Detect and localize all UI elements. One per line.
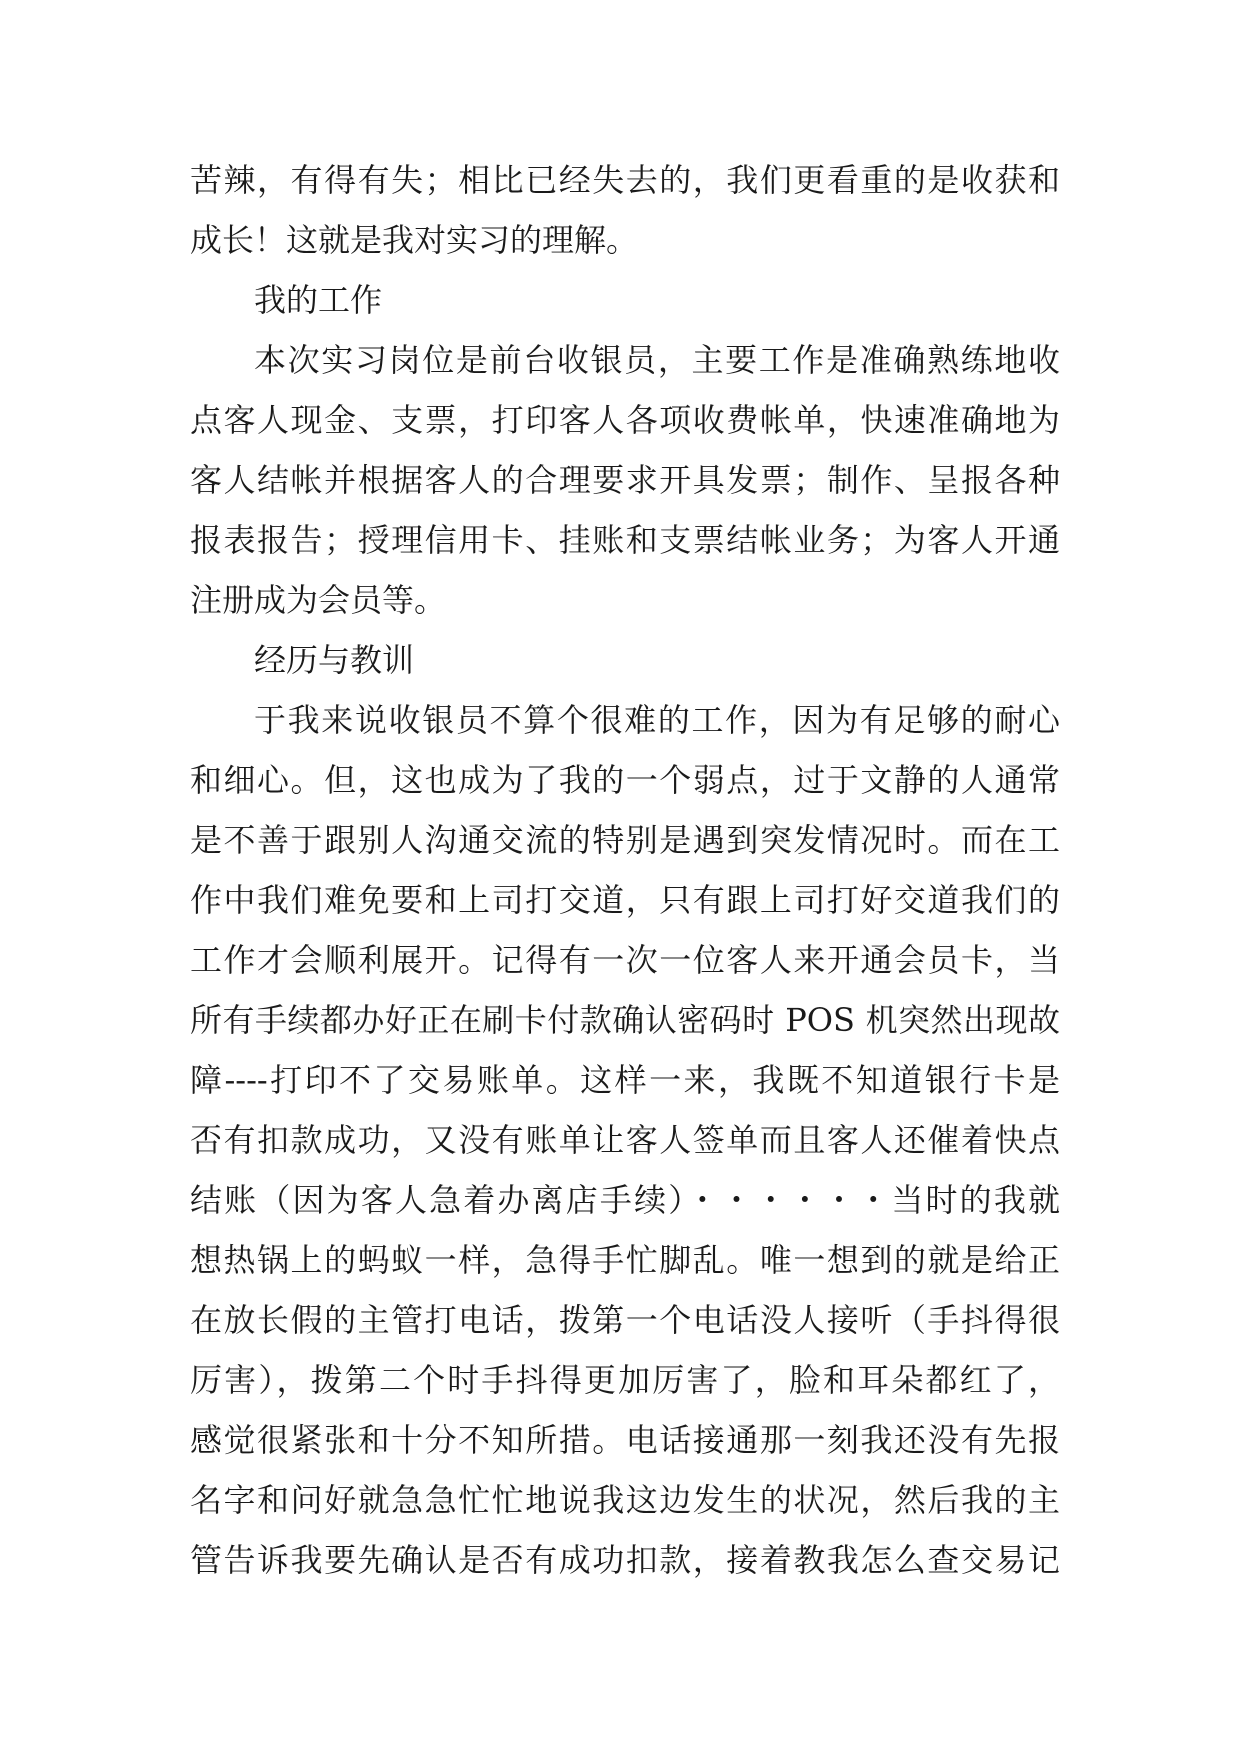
text-line: 在放长假的主管打电话，拨第一个电话没人接听（手抖得很 [190, 1301, 1060, 1339]
text-line: 否有扣款成功，又没有账单让客人签单而且客人还催着快点 [190, 1121, 1060, 1159]
text-line: 名字和问好就急急忙忙地说我这边发生的状况，然后我的主 [190, 1481, 1060, 1519]
paragraph-first-line: 于我来说收银员不算个很难的工作，因为有足够的耐心 [254, 701, 1060, 739]
section-heading: 我的工作 [254, 281, 383, 319]
text-line: 注册成为会员等。 [190, 581, 447, 619]
text-line: 客人结帐并根据客人的合理要求开具发票；制作、呈报各种 [190, 461, 1060, 499]
text-line: 结账（因为客人急着办离店手续）・・・・・・当时的我就 [190, 1181, 1060, 1219]
text-line: 成长！这就是我对实习的理解。 [190, 221, 639, 259]
document-body [190, 150, 1060, 1590]
text-line: 工作才会顺利展开。记得有一次一位客人来开通会员卡，当 [190, 941, 1060, 979]
text-line: 报表报告；授理信用卡、挂账和支票结帐业务；为客人开通 [190, 521, 1060, 559]
text-line: 厉害），拨第二个时手抖得更加厉害了，脸和耳朵都红了， [190, 1361, 1060, 1399]
paragraph-first-line: 本次实习岗位是前台收银员，主要工作是准确熟练地收 [254, 341, 1060, 379]
text-line: 点客人现金、支票，打印客人各项收费帐单，快速准确地为 [190, 401, 1060, 439]
text-line: 管告诉我要先确认是否有成功扣款，接着教我怎么查交易记 [190, 1541, 1060, 1579]
text-line: 感觉很紧张和十分不知所措。电话接通那一刻我还没有先报 [190, 1421, 1060, 1459]
text-line: 和细心。但，这也成为了我的一个弱点，过于文静的人通常 [190, 761, 1060, 799]
text-line: 作中我们难免要和上司打交道，只有跟上司打好交道我们的 [190, 881, 1060, 919]
text-line: 苦辣，有得有失；相比已经失去的，我们更看重的是收获和 [190, 161, 1060, 199]
text-line: 想热锅上的蚂蚁一样，急得手忙脚乱。唯一想到的就是给正 [190, 1241, 1060, 1279]
text-line: 是不善于跟别人沟通交流的特别是遇到突发情况时。而在工 [190, 821, 1060, 859]
section-heading: 经历与教训 [254, 641, 415, 679]
text-line: 所有手续都办好正在刷卡付款确认密码时 POS 机突然出现故 [190, 1001, 1060, 1039]
text-line: 障----打印不了交易账单。这样一来，我既不知道银行卡是 [190, 1061, 1060, 1099]
